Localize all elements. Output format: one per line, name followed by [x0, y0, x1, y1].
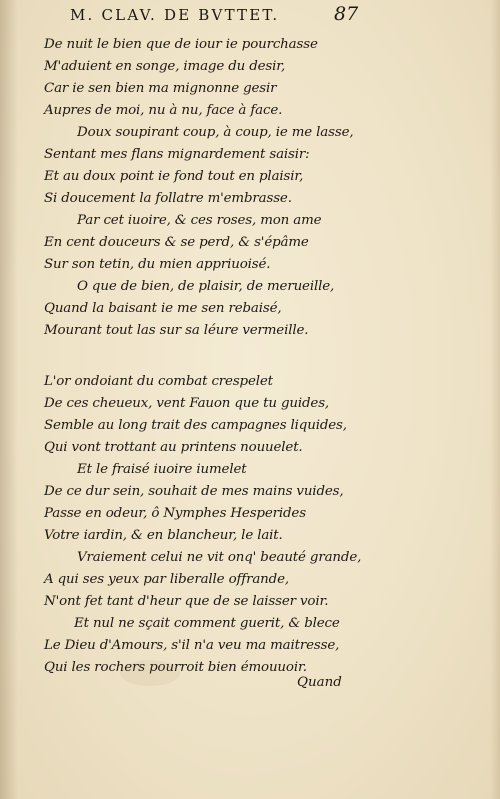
verse-line: Par cet iuoire, & ces roses, mon ame	[77, 213, 322, 228]
verse-line: Vraiement celui ne vit onq' beauté grande,	[77, 550, 362, 565]
verse-line: Qui vont trottant au printens nouuelet.	[44, 440, 303, 455]
verse-line: De nuit le bien que de iour ie pourchasse	[44, 37, 318, 52]
verse-line: Quand la baisant ie me sen rebaisé,	[44, 301, 282, 316]
verse-line: A qui ses yeux par liberalle offrande,	[44, 572, 289, 587]
verse-line: Si doucement la follatre m'embrasse.	[44, 191, 292, 206]
page-number: 87	[334, 3, 359, 25]
verse-line: Semble au long trait des campagnes liquides,	[44, 418, 347, 433]
verse-line: Et nul ne sçait comment guerit, & blece	[74, 616, 340, 631]
verse-line: Et au doux point ie fond tout en plaisir,	[44, 169, 304, 184]
verse-line: O que de bien, de plaisir, de merueille,	[77, 279, 335, 294]
verse-line: Passe en odeur, ô Nymphes Hesperides	[44, 506, 306, 521]
verse-line: Et le fraisé iuoire iumelet	[77, 462, 247, 477]
verse-line: Mourant tout las sur sa léure vermeille.	[44, 323, 309, 338]
sonnet-1	[44, 34, 464, 342]
verse-line: De ce dur sein, souhait de mes mains vuides,	[44, 484, 344, 499]
verse-line: En cent douceurs & se perd, & s'épâme	[44, 235, 309, 250]
verse-line: De ces cheueux, vent Fauon que tu guides,	[44, 396, 330, 411]
verse-line: M'aduient en songe, image du desir,	[44, 59, 286, 74]
catchword: Quand	[297, 675, 342, 690]
running-head: M. CLAV. DE BVTTET.	[70, 6, 280, 24]
verse-line: Sur son tetin, du mien appriuoisé.	[44, 257, 271, 272]
verse-line: Votre iardin, & en blancheur, le lait.	[44, 528, 283, 543]
verse-line: Aupres de moi, nu à nu, face à face.	[44, 103, 283, 118]
verse-line: Le Dieu d'Amours, s'il n'a veu ma maitresse,	[44, 638, 340, 653]
paper-stain	[120, 660, 180, 686]
sonnet-2	[44, 371, 464, 679]
verse-line: Car ie sen bien ma mignonne gesir	[44, 81, 277, 96]
verse-line: N'ont fet tant d'heur que de se laisser voir.	[44, 594, 329, 609]
verse-line: L'or ondoiant du combat crespelet	[44, 374, 273, 389]
verse-line: Doux soupirant coup, à coup, ie me lasse,	[77, 125, 354, 140]
verse-line: Qui les rochers pourroit bien émouuoir.	[44, 660, 307, 675]
verse-line: Sentant mes flans mignardement saisir:	[44, 147, 310, 162]
